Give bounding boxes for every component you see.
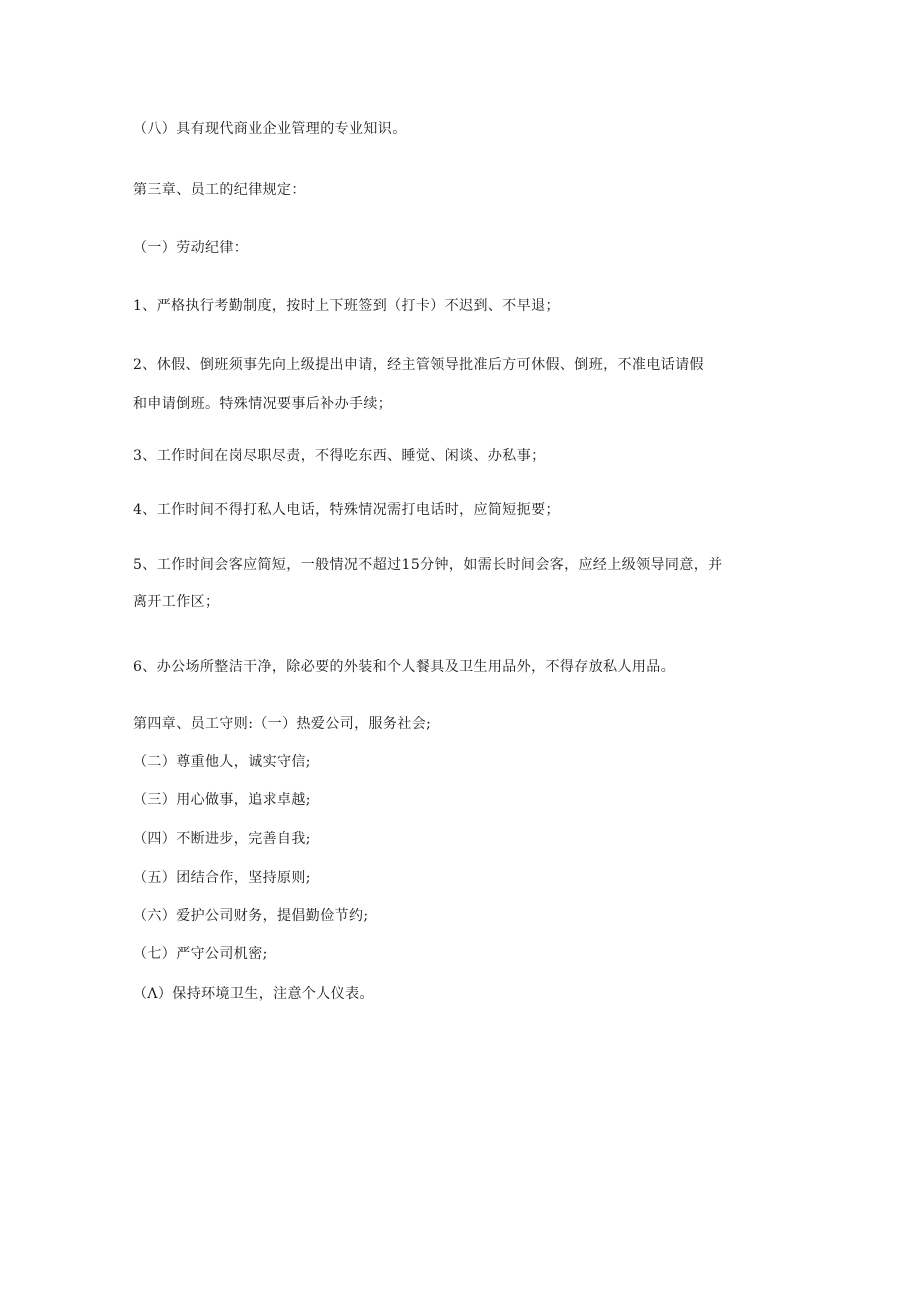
labor-discipline-heading: （一）劳动纪律： xyxy=(133,240,249,256)
rule-6: 6、办公场所整洁干净，除必要的外装和个人餐具及卫生用品外，不得存放私人用品。 xyxy=(133,659,676,675)
chapter-4-title: 第四章、员工守则:（一）热爱公司，服务社会; xyxy=(133,716,432,732)
rule-2-line-1: 2、休假、倒班须事先向上级提出申请，经主管领导批准后方可休假、倒班，不准电话请假 xyxy=(133,357,704,373)
rule-5-line-1: 5、工作时间会客应简短，一般情况不超过15分钟，如需长时间会客，应经上级领导同意，并 xyxy=(133,557,723,573)
chapter-3-title: 第三章、员工的纪律规定： xyxy=(133,182,306,198)
code-item-7: （七）严守公司机密; xyxy=(133,946,268,962)
rule-2-line-2: 和申请倒班。特殊情况要事后补办手续； xyxy=(133,396,393,412)
rule-4: 4、工作时间不得打私人电话，特殊情况需打电话时，应简短扼要； xyxy=(133,502,560,518)
rule-1: 1、严格执行考勤制度，按时上下班签到（打卡）不迟到、不早退； xyxy=(133,298,560,314)
rule-3: 3、工作时间在岗尽职尽责，不得吃东西、睡觉、闲谈、办私事； xyxy=(133,448,546,464)
rule-5-line-2: 离开工作区； xyxy=(133,594,220,610)
section-3-item-8: （八）具有现代商业企业管理的专业知识。 xyxy=(133,121,407,137)
code-item-3: （三）用心做事，追求卓越; xyxy=(133,792,311,808)
code-item-2: （二）尊重他人，诚实守信; xyxy=(133,754,311,770)
code-item-8: （Λ）保持环境卫生，注意个人仪表。 xyxy=(133,986,374,1002)
code-item-4: （四）不断进步，完善自我; xyxy=(133,831,311,847)
code-item-5: （五）团结合作，坚持原则; xyxy=(133,870,311,886)
code-item-6: （六）爱护公司财务，提倡勤俭节约; xyxy=(133,908,369,924)
